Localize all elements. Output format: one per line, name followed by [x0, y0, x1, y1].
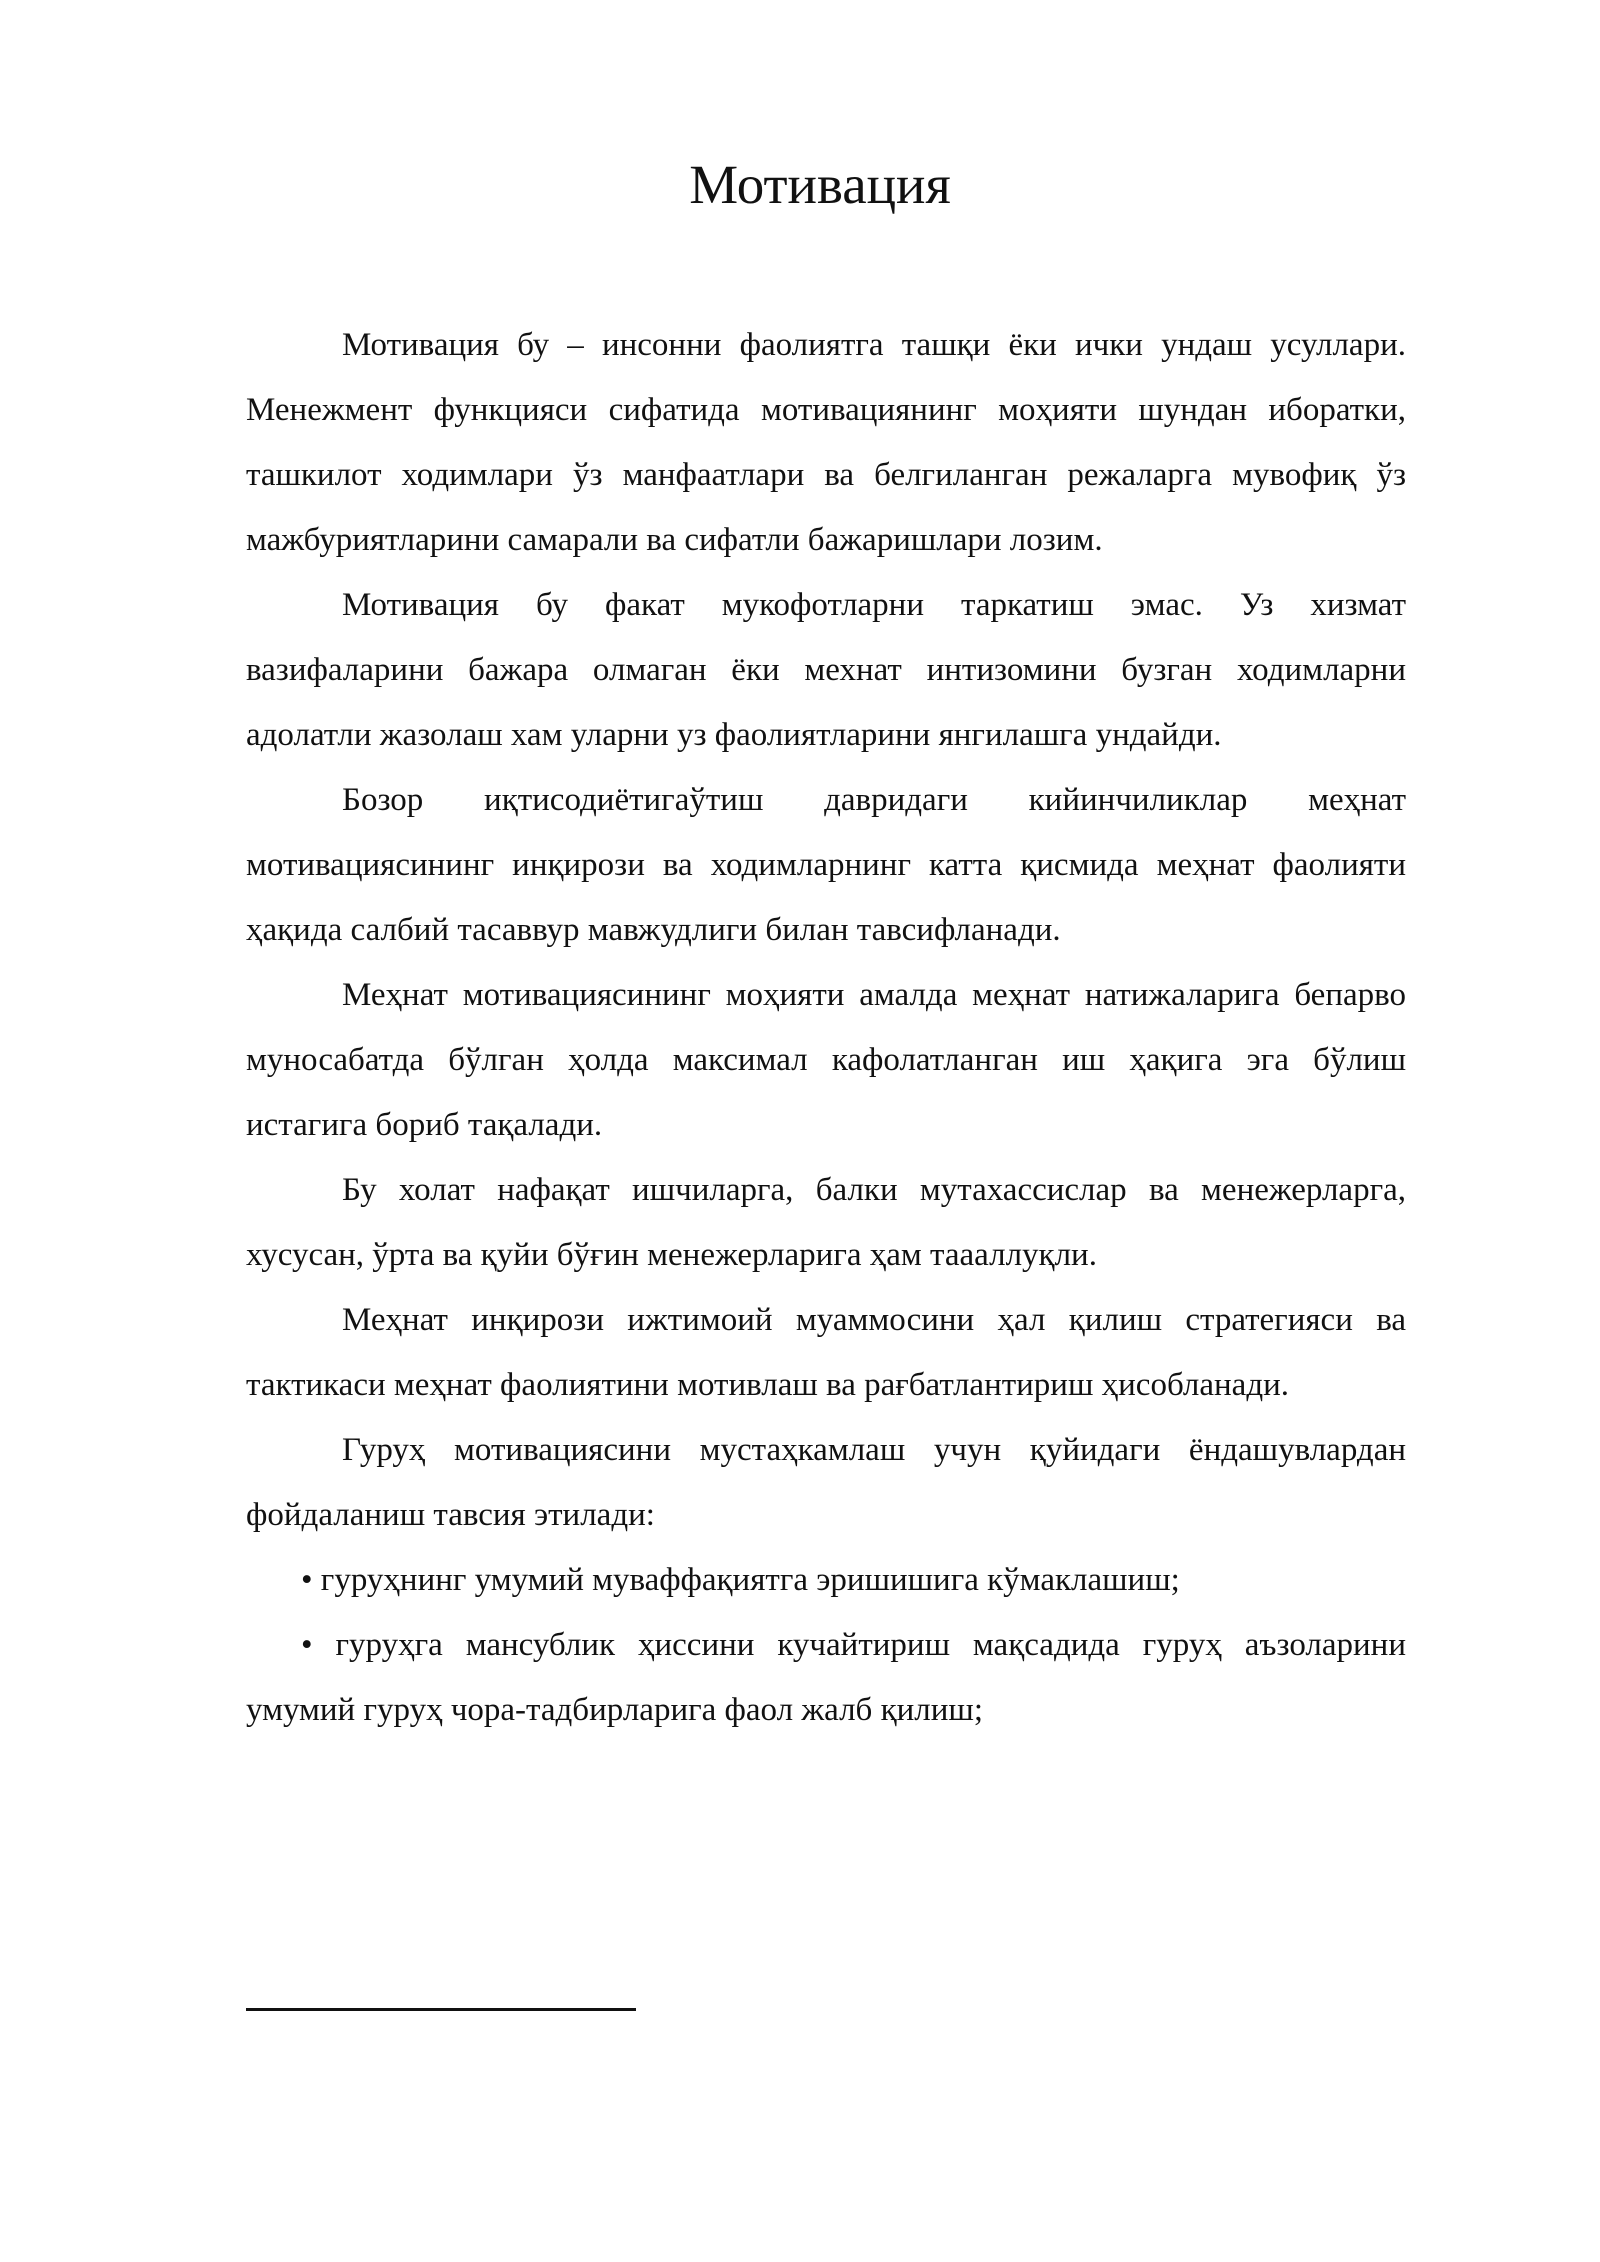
paragraph: Гуруҳ мотивациясини мустаҳкамлаш учун қуйидаги ёндашувлардан фойдаланиш тавсия этилади:: [246, 1432, 1406, 1533]
page-title: Мотивация: [689, 154, 951, 215]
paragraph: Мотивация бу – инсонни фаолиятга ташқи ёки ички ундаш усуллари. Менежмент функцияси сифатида мотивациянинг моҳияти шундан иборатки, ташкилот ходимлари ўз манфаатлари ва белгиланган режаларга мувофиқ ўз мажбуриятларини самарали ва сифатли бажаришлари лозим.: [246, 327, 1406, 558]
paragraph: Бу холат нафақат ишчиларга, балки мутахассислар ва менежерларга, хусусан, ўрта ва қуйи бўғин менежерларига ҳам таааллуқли.: [246, 1172, 1406, 1273]
bullet-item: • гуруҳнинг умумий муваффақиятга эришишига кўмаклашиш;: [301, 1562, 1180, 1598]
paragraph: Меҳнат инқирози ижтимоий муаммосини ҳал қилиш стратегияси ва тактикаси меҳнат фаолиятини мотивлаш ва рағбатлантириш ҳисобланади.: [246, 1302, 1406, 1403]
paragraph: Мотивация бу факат мукофотларни таркатиш эмас. Уз хизмат вазифаларини бажара олмаган ёки мехнат интизомини бузган ходимларни адолатли жазолаш хам уларни уз фаолиятларини янгилашга ундайди.: [246, 587, 1406, 753]
document-body: [246, 313, 1406, 1743]
paragraph: Меҳнат мотивациясининг моҳияти амалда меҳнат натижаларига бепарво муносабатда бўлган ҳолда максимал кафолатланган иш ҳақига эга бўлиш истагига бориб тақалади.: [246, 977, 1406, 1143]
bullet-item: • гуруҳга мансублик ҳиссини кучайтириш мақсадида гуруҳ аъзоларини умумий гуруҳ чора-тадбирларига фаол жалб қилиш;: [246, 1627, 1406, 1728]
paragraph: Бозор иқтисодиётигаўтиш давридаги кийинчиликлар меҳнат мотивациясининг инқирози ва ходимларнинг катта қисмида меҳнат фаолияти ҳақида салбий тасаввур мавжудлиги билан тавсифланади.: [246, 782, 1406, 948]
footnote-divider: [246, 2008, 636, 2011]
